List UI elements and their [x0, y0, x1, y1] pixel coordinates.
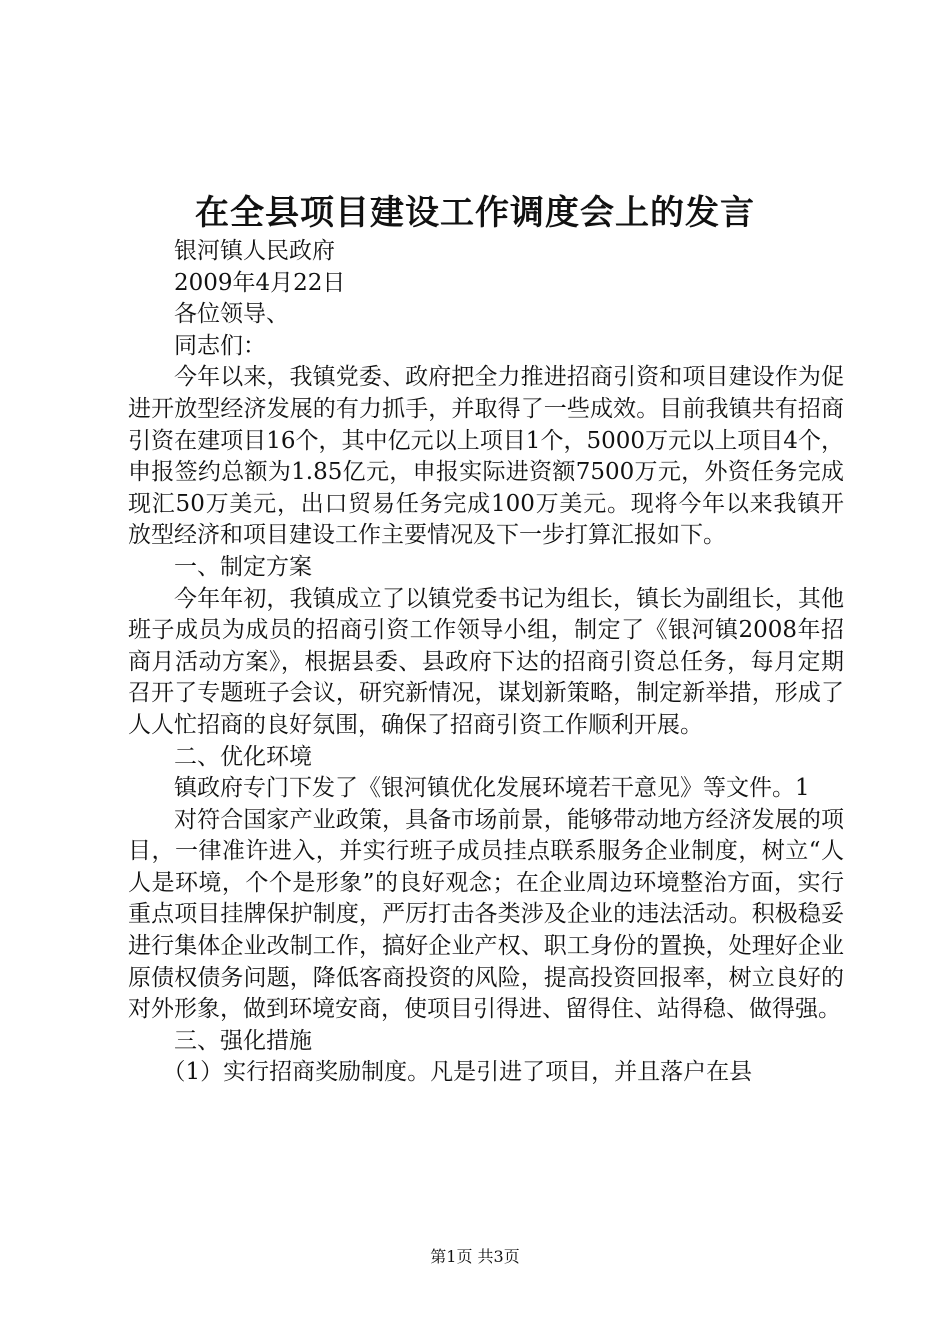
section-heading-1: 一、制定方案	[174, 553, 312, 580]
salutation-line-1: 各位领导、	[174, 301, 289, 328]
intro-paragraph: 今年以来，我镇党委、政府把全力推进招商引资和项目建设作为促进开放型经济发展的有力抓手，并取得了一些成效。目前我镇共有招商引资在建项目16个，其中亿元以上项目1个，5000万元以上项目4个，申报签约总额为1.85亿元，申报实际进资额7500万元，外资任务完成现汇50万美元，出口贸易任务完成100万美元。现将今年以来我镇开放型经济和项目建设工作主要情况及下一步打算汇报如下。	[128, 364, 844, 549]
section-heading-2: 二、优化环境	[174, 743, 312, 770]
document-body	[128, 236, 844, 1089]
page-footer: 第1页 共3页	[430, 1247, 520, 1266]
section-heading-3: 三、强化措施	[174, 1027, 312, 1054]
section-paragraph-2a: 镇政府专门下发了《银河镇优化发展环境若干意见》等文件。1	[174, 775, 810, 802]
section-paragraph-3: （1）实行招商奖励制度。凡是引进了项目，并且落户在县	[162, 1059, 753, 1086]
salutation-line-2: 同志们：	[174, 332, 266, 359]
document-title: 在全县项目建设工作调度会上的发言	[195, 193, 755, 233]
issuer-line: 银河镇人民政府	[174, 238, 335, 264]
section-paragraph-1: 今年年初，我镇成立了以镇党委书记为组长，镇长为副组长，其他班子成员为成员的招商引资工作领导小组，制定了《银河镇2008年招商月活动方案》，根据县委、县政府下达的招商引资总任务，每月定期召开了专题班子会议，研究新情况，谋划新策略，制定新举措，形成了人人忙招商的良好氛围，确保了招商引资工作顺利开展。	[128, 585, 844, 738]
section-paragraph-2b: 对符合国家产业政策，具备市场前景，能够带动地方经济发展的项目，一律准许进入，并实行班子成员挂点联系服务企业制度，树立“人人是环境，个个是形象”的良好观念；在企业周边环境整治方面，实行重点项目挂牌保护制度，严厉打击各类涉及企业的违法活动。积极稳妥进行集体企业改制工作，搞好企业产权、职工身份的置换，处理好企业原债权债务问题，降低客商投资的风险，提高投资回报率，树立良好的对外形象，做到环境安商，使项目引得进、留得住、站得稳、做得强。	[128, 806, 844, 1023]
date-line: 2009年4月22日	[174, 269, 346, 296]
